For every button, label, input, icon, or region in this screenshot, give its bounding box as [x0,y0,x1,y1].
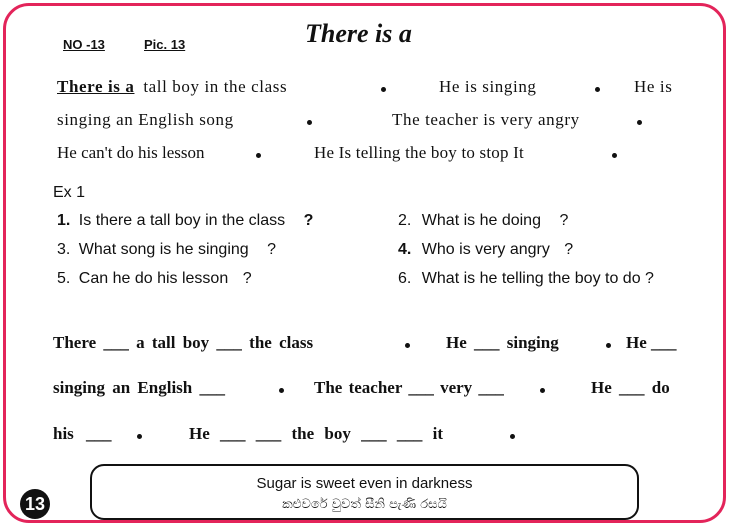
story-line-3: He can't do his lesson [57,143,205,162]
fill-line-2: singing an English ___ [53,378,225,397]
question-text: What is he doing [421,212,541,229]
exercise-title: Ex 1 [53,184,86,201]
question-text: Who is very angry [421,241,550,258]
story-line-2: singing an English song [57,110,234,129]
full-stop-dot [256,153,261,158]
fill-text: He ___ do [591,378,670,397]
question-mark: ? [303,212,314,229]
page-number-badge: 13 [20,489,50,519]
proverb-english: Sugar is sweet even in darkness [256,475,473,492]
question-5 [57,270,252,288]
question-text: What song is he singing [78,241,249,258]
question-text: Can he do his lesson [78,270,229,287]
question-3 [57,241,276,259]
question-1 [57,212,313,230]
proverb-sinhala: කළුවරේ වුවත් සීනි පැණි රසයි [282,497,447,512]
question-number: 2. [398,212,412,229]
story-text: He Is telling the boy to stop It [314,143,524,162]
full-stop-dot [307,120,312,125]
fill-line-3: his ___ [53,424,112,443]
story-line-1 [57,77,287,97]
question-text: What is he telling the boy to do ? [421,270,654,287]
question-number: 5. [57,270,71,287]
question-number: 4. [398,241,412,258]
story-text: tall boy in the class [143,77,288,96]
full-stop-dot [540,388,545,393]
question-number: 3. [57,241,71,258]
question-text: Is there a tall boy in the class [78,212,286,229]
fill-text: He ___ [626,333,677,352]
question-mark: ? [267,241,277,258]
question-mark: ? [242,270,252,287]
question-number: 6. [398,270,412,287]
full-stop-dot [405,343,410,348]
page-title: There is a [305,19,412,48]
story-text: He is singing [439,77,537,96]
question-number: 1. [57,212,71,229]
fill-text: The teacher ___ very ___ [314,378,504,397]
fill-line-1: There ___ a tall boy ___ the class [53,333,314,352]
full-stop-dot [595,87,600,92]
full-stop-dot [510,434,515,439]
question-mark: ? [559,212,569,229]
proverb-box [90,464,639,520]
question-6 [398,270,654,288]
full-stop-dot [606,343,611,348]
story-text: He is [634,77,673,96]
question-mark: ? [564,241,574,258]
full-stop-dot [637,120,642,125]
full-stop-dot [381,87,386,92]
question-2 [398,212,568,230]
lesson-number: NO -13 [63,37,105,52]
fill-text: He ___ ___ the boy ___ ___ it [189,424,444,443]
story-key-phrase: There is a [57,77,135,96]
full-stop-dot [279,388,284,393]
full-stop-dot [137,434,142,439]
fill-text: He ___ singing [446,333,559,352]
question-4 [398,241,573,259]
story-text: The teacher is very angry [392,110,580,129]
picture-number: Pic. 13 [144,37,186,52]
full-stop-dot [612,153,617,158]
